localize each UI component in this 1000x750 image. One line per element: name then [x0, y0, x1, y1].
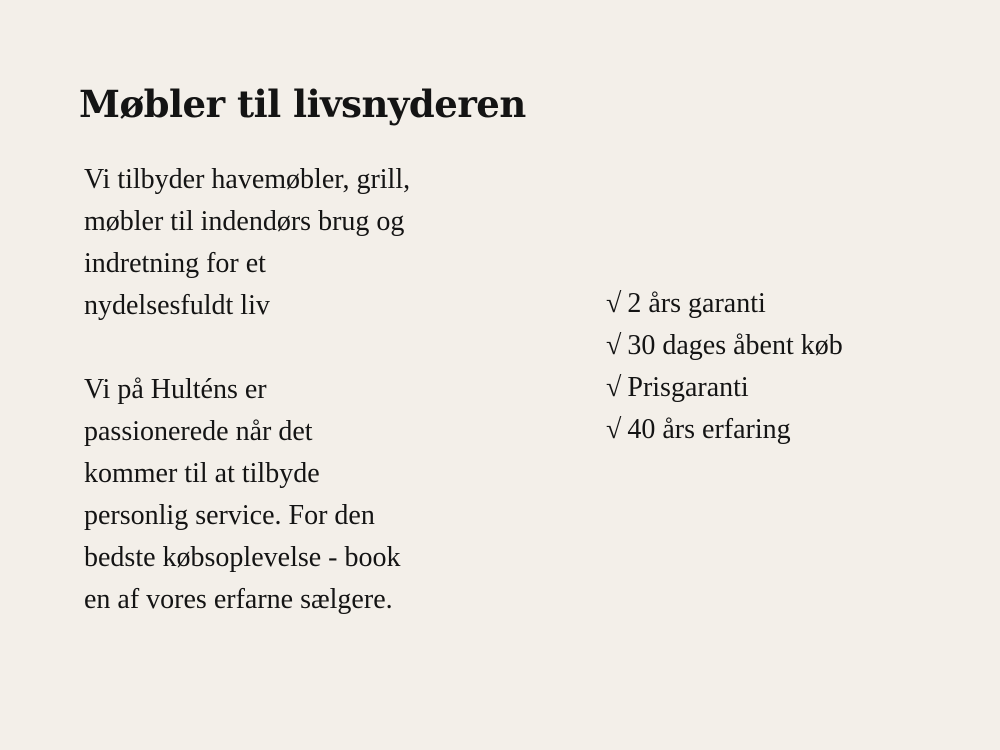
benefit-label: 30 dages åbent køb	[627, 330, 843, 361]
benefit-item	[606, 283, 843, 325]
text-line: en af vores erfarne sælgere.	[84, 584, 393, 615]
check-icon: √	[606, 372, 622, 403]
check-icon: √	[606, 288, 622, 319]
text-line: indretning for et	[84, 248, 266, 279]
benefit-item	[606, 409, 843, 451]
benefit-item	[606, 367, 843, 409]
check-icon: √	[606, 330, 622, 361]
benefit-label: Prisgaranti	[627, 372, 749, 403]
text-line: nydelsesfuldt liv	[84, 290, 270, 321]
benefit-label: 2 års garanti	[627, 288, 766, 319]
intro-text	[84, 159, 504, 621]
text-line: Vi på Hulténs er	[84, 374, 267, 405]
page-title: Møbler til livsnyderen	[79, 82, 526, 126]
text-line: kommer til at tilbyde	[84, 458, 320, 489]
text-line: bedste købsoplevelse - book	[84, 542, 401, 573]
benefit-label: 40 års erfaring	[627, 414, 791, 445]
check-icon: √	[606, 414, 622, 445]
benefit-item	[606, 325, 843, 367]
benefits-list	[606, 283, 843, 451]
intro-paragraph-2	[84, 369, 504, 621]
text-line: møbler til indendørs brug og	[84, 206, 405, 237]
text-line: Vi tilbyder havemøbler, grill,	[84, 164, 411, 195]
text-line: personlig service. For den	[84, 500, 375, 531]
intro-paragraph-1	[84, 159, 504, 327]
text-line: passionerede når det	[84, 416, 313, 447]
